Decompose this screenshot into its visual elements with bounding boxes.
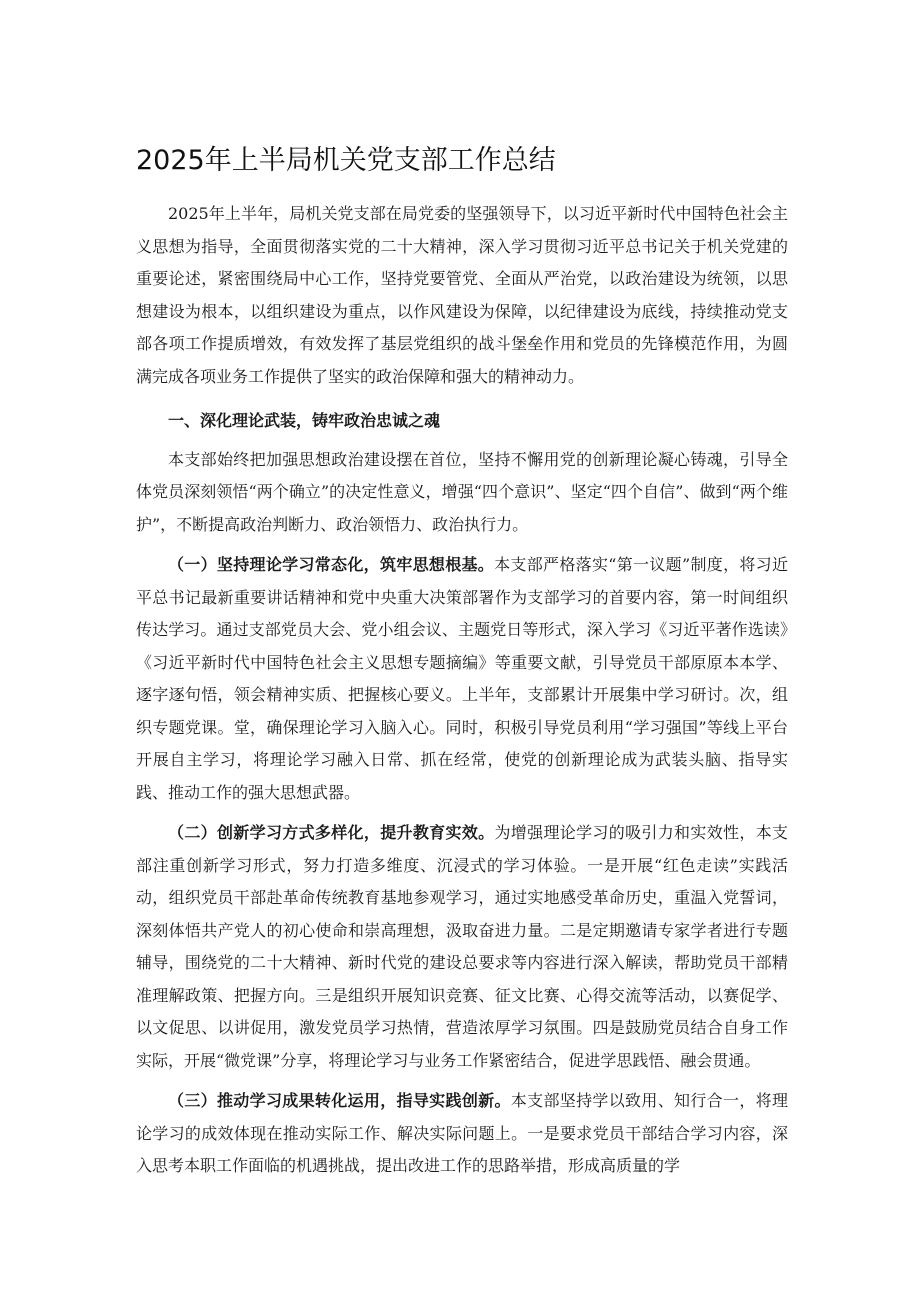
item-1-lead: （一）坚持理论学习常态化，筑牢思想根基。 xyxy=(168,555,495,574)
item-3-lead: （三）推动学习成果转化运用，指导实践创新。 xyxy=(168,1091,511,1110)
item-2-text: 为增强理论学习的吸引力和实效性，本支部注重创新学习形式，努力打造多维度、沉浸式的学习体验。一是开展“红色走读”实践活动，组织党员干部赴革命传统教育基地参观学习，通过实地感受革命历史，重温入党誓词，深刻体悟共产党人的初心使命和崇高理想，汲取奋进力量。二是定期邀请专家学者进行专题辅导，围绕党的二十大精神、新时代党的建设总要求等内容进行深入解读，帮助党员干部精准理解政策、把握方向。三是组织开展知识竞赛、征文比赛、心得交流等活动，以赛促学、以文促思、以讲促用，激发党员学习热情，营造浓厚学习氛围。四是鼓励党员结合自身工作实际，开展“微党课”分享，将理论学习与业务工作紧密结合，促进学思践悟、融会贯通。 xyxy=(136,823,788,1070)
item-1-paragraph xyxy=(136,549,788,809)
document-title: 2025年上半局机关党支部工作总结 xyxy=(136,145,556,176)
section-1-heading: 一、深化理论武装，铸牢政治忠诚之魂 xyxy=(168,411,441,430)
item-1-text: 本支部严格落实“第一议题”制度，将习近平总书记最新重要讲话精神和党中央重大决策部署作为支部学习的首要内容，第一时间组织传达学习。通过支部党员大会、党小组会议、主题党日等形式，深入学习《习近平著作选读》《习近平新时代中国特色社会主义思想专题摘编》等重要文献，引导党员干部原原本本学、逐字逐句悟，领会精神实质、把握核心要义。上半年，支部累计开展集中学习研讨。次，组织专题党课。堂，确保理论学习入脑入心。同时，积极引导党员利用“学习强国”等线上平台开展自主学习，将理论学习融入日常、抓在经常，使党的创新理论成为武装头脑、指导实践、推动工作的强大思想武器。 xyxy=(136,555,788,802)
section-1-summary: 本支部始终把加强思想政治建设摆在首位，坚持不懈用党的创新理论凝心铸魂，引导全体党员深刻领悟“两个确立”的决定性意义，增强“四个意识”、坚定“四个自信”、做到“两个维护”，不断提高政治判断力、政治领悟力、政治执行力。 xyxy=(136,449,788,534)
item-2-paragraph xyxy=(136,817,788,1077)
document-body xyxy=(136,198,788,1191)
intro-paragraph: 2025年上半年，局机关党支部在局党委的坚强领导下，以习近平新时代中国特色社会主义思想为指导，全面贯彻落实党的二十大精神，深入学习贯彻习近平总书记关于机关党建的重要论述，紧密围绕局中心工作，坚持党要管党、全面从严治党，以政治建设为统领，以思想建设为根本，以组织建设为重点，以作风建设为保障，以纪律建设为底线，持续推动党支部各项工作提质增效，有效发挥了基层党组织的战斗堡垒作用和党员的先锋模范作用，为圆满完成各项业务工作提供了坚实的政治保障和强大的精神动力。 xyxy=(136,204,788,386)
item-3-paragraph xyxy=(136,1085,788,1183)
item-3-text: 本支部坚持学以致用、知行合一，将理论学习的成效体现在推动实际工作、解决实际问题上。一是要求党员干部结合学习内容，深入思考本职工作面临的机遇挑战，提出改进工作的思路举措，形成高质量的学 xyxy=(136,1091,788,1175)
item-2-lead: （二）创新学习方式多样化，提升教育实效。 xyxy=(168,823,495,842)
